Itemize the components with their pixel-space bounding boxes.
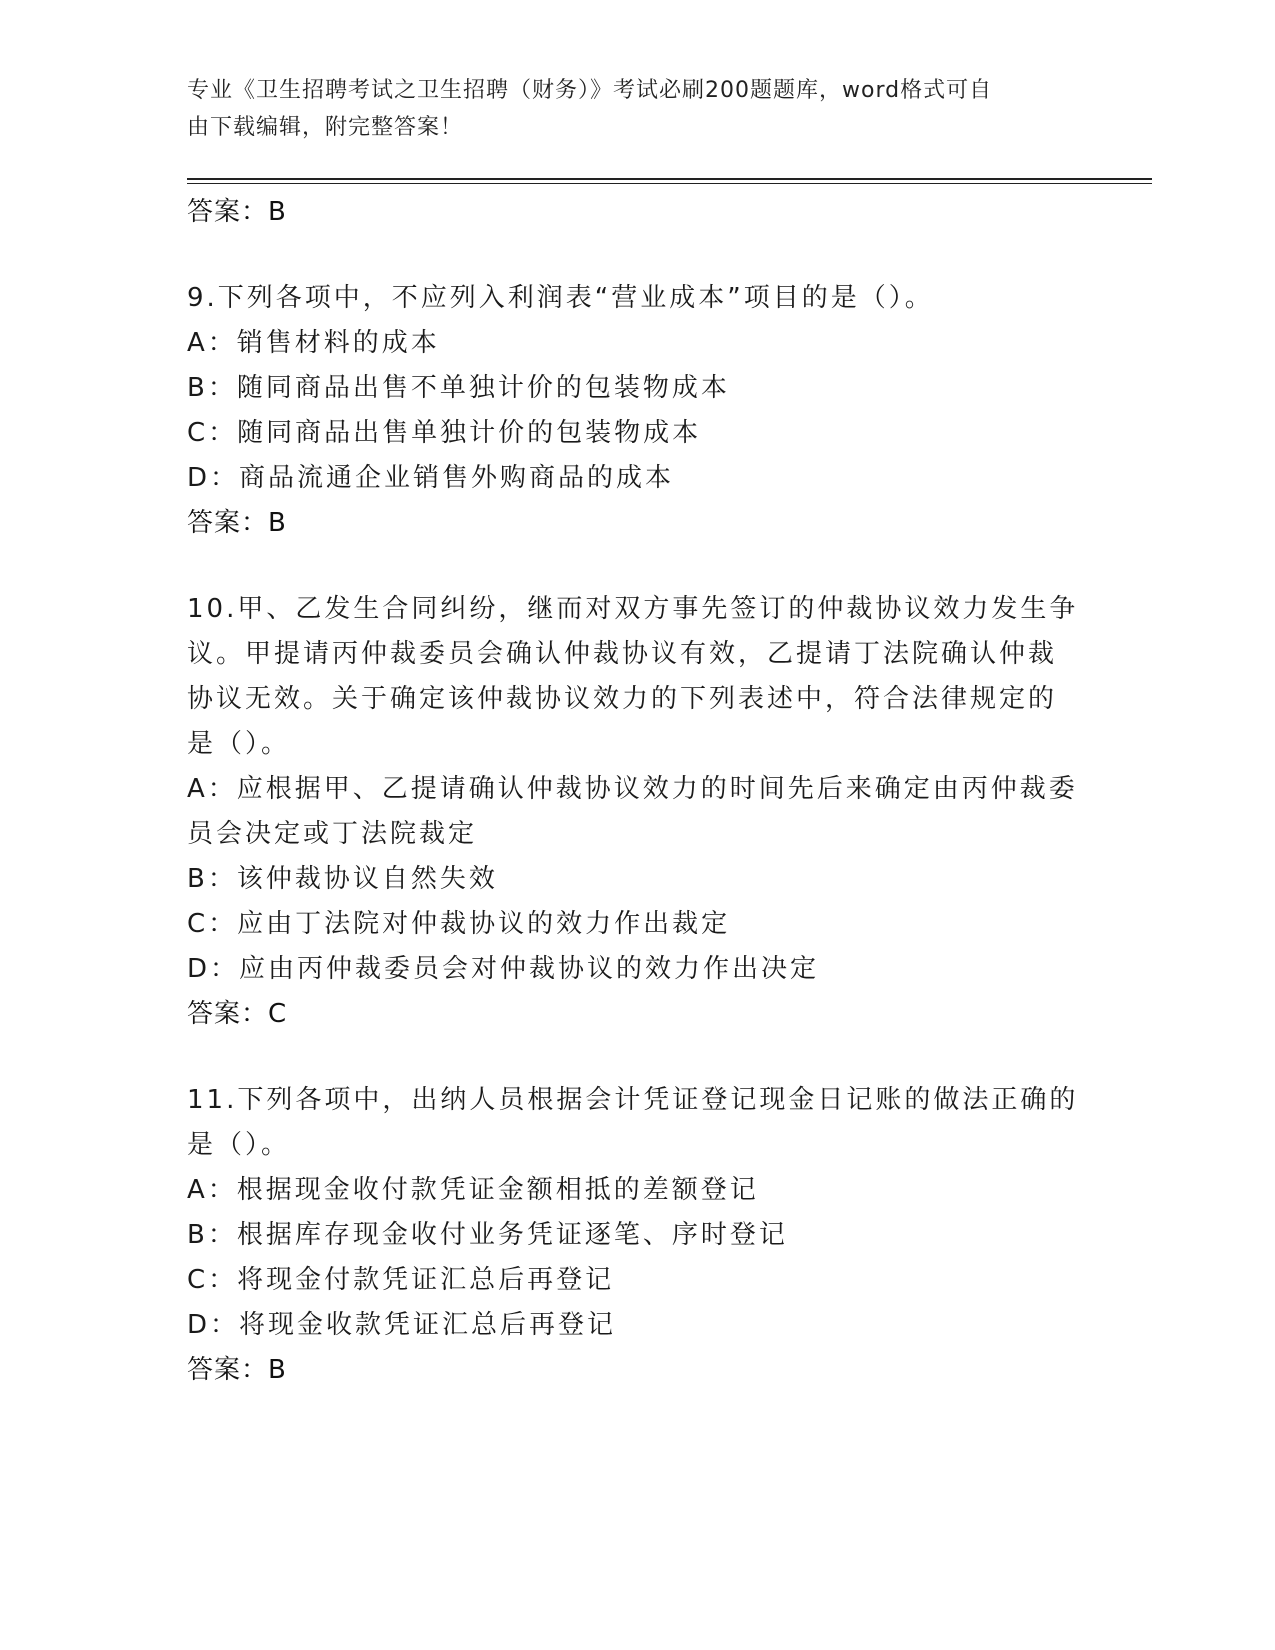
answer-line: 答案：B (187, 1355, 287, 1385)
option-c: C：随同商品出售单独计价的包装物成本 (187, 418, 702, 448)
question-text: 9.下列各项中，不应列入利润表“营业成本”项目的是（）。 (187, 283, 934, 313)
header-line-2: 由下载编辑，附完整答案！ (187, 115, 464, 140)
answer-line: 答案：C (187, 999, 288, 1029)
option-c: C：应由丁法院对仲裁协议的效力作出裁定 (187, 909, 731, 939)
option-d: D：将现金收款凭证汇总后再登记 (187, 1310, 617, 1340)
document-body (187, 188, 1092, 1392)
option-c: C：将现金付款凭证汇总后再登记 (187, 1265, 615, 1295)
question-text-line: 11.下列各项中，出纳人员根据会计凭证登记现金日记账的做法正确的 (187, 1085, 1079, 1115)
option-d: D：商品流通企业销售外购商品的成本 (187, 463, 675, 493)
option-d: D：应由丙仲裁委员会对仲裁协议的效力作出决定 (187, 954, 820, 984)
question-9 (187, 276, 1092, 545)
option-b: B：该仲裁协议自然失效 (187, 864, 498, 894)
question-text-line: 10.甲、乙发生合同纠纷，继而对双方事先签订的仲裁协议效力发生争 (187, 594, 1079, 624)
option-a: A：根据现金收付款凭证金额相抵的差额登记 (187, 1175, 759, 1205)
header-divider-thin (187, 183, 1152, 184)
answer-line: 答案：B (187, 197, 287, 227)
answer-line: 答案：B (187, 508, 287, 538)
question-10 (187, 587, 1092, 1036)
header-divider-thick (187, 178, 1152, 180)
option-a: A：销售材料的成本 (187, 328, 440, 358)
question-text-line: 议。甲提请丙仲裁委员会确认仲裁协议有效，乙提请丁法院确认仲裁 (187, 639, 1058, 669)
question-text-line: 协议无效。关于确定该仲裁协议效力的下列表述中，符合法律规定的 (187, 684, 1058, 714)
option-b: B：根据库存现金收付业务凭证逐笔、序时登记 (187, 1220, 788, 1250)
question-11 (187, 1078, 1092, 1392)
document-header (187, 72, 1067, 146)
header-line-1: 专业《卫生招聘考试之卫生招聘（财务）》考试必刷200题题库，word格式可自 (187, 78, 993, 103)
question-text-line: 是（）。 (187, 1130, 291, 1160)
option-a-line: A：应根据甲、乙提请确认仲裁协议效力的时间先后来确定由丙仲裁委 (187, 774, 1078, 804)
option-a-line: 员会决定或丁法院裁定 (187, 819, 478, 849)
question-text-line: 是（）。 (187, 729, 291, 759)
option-b: B：随同商品出售不单独计价的包装物成本 (187, 373, 730, 403)
